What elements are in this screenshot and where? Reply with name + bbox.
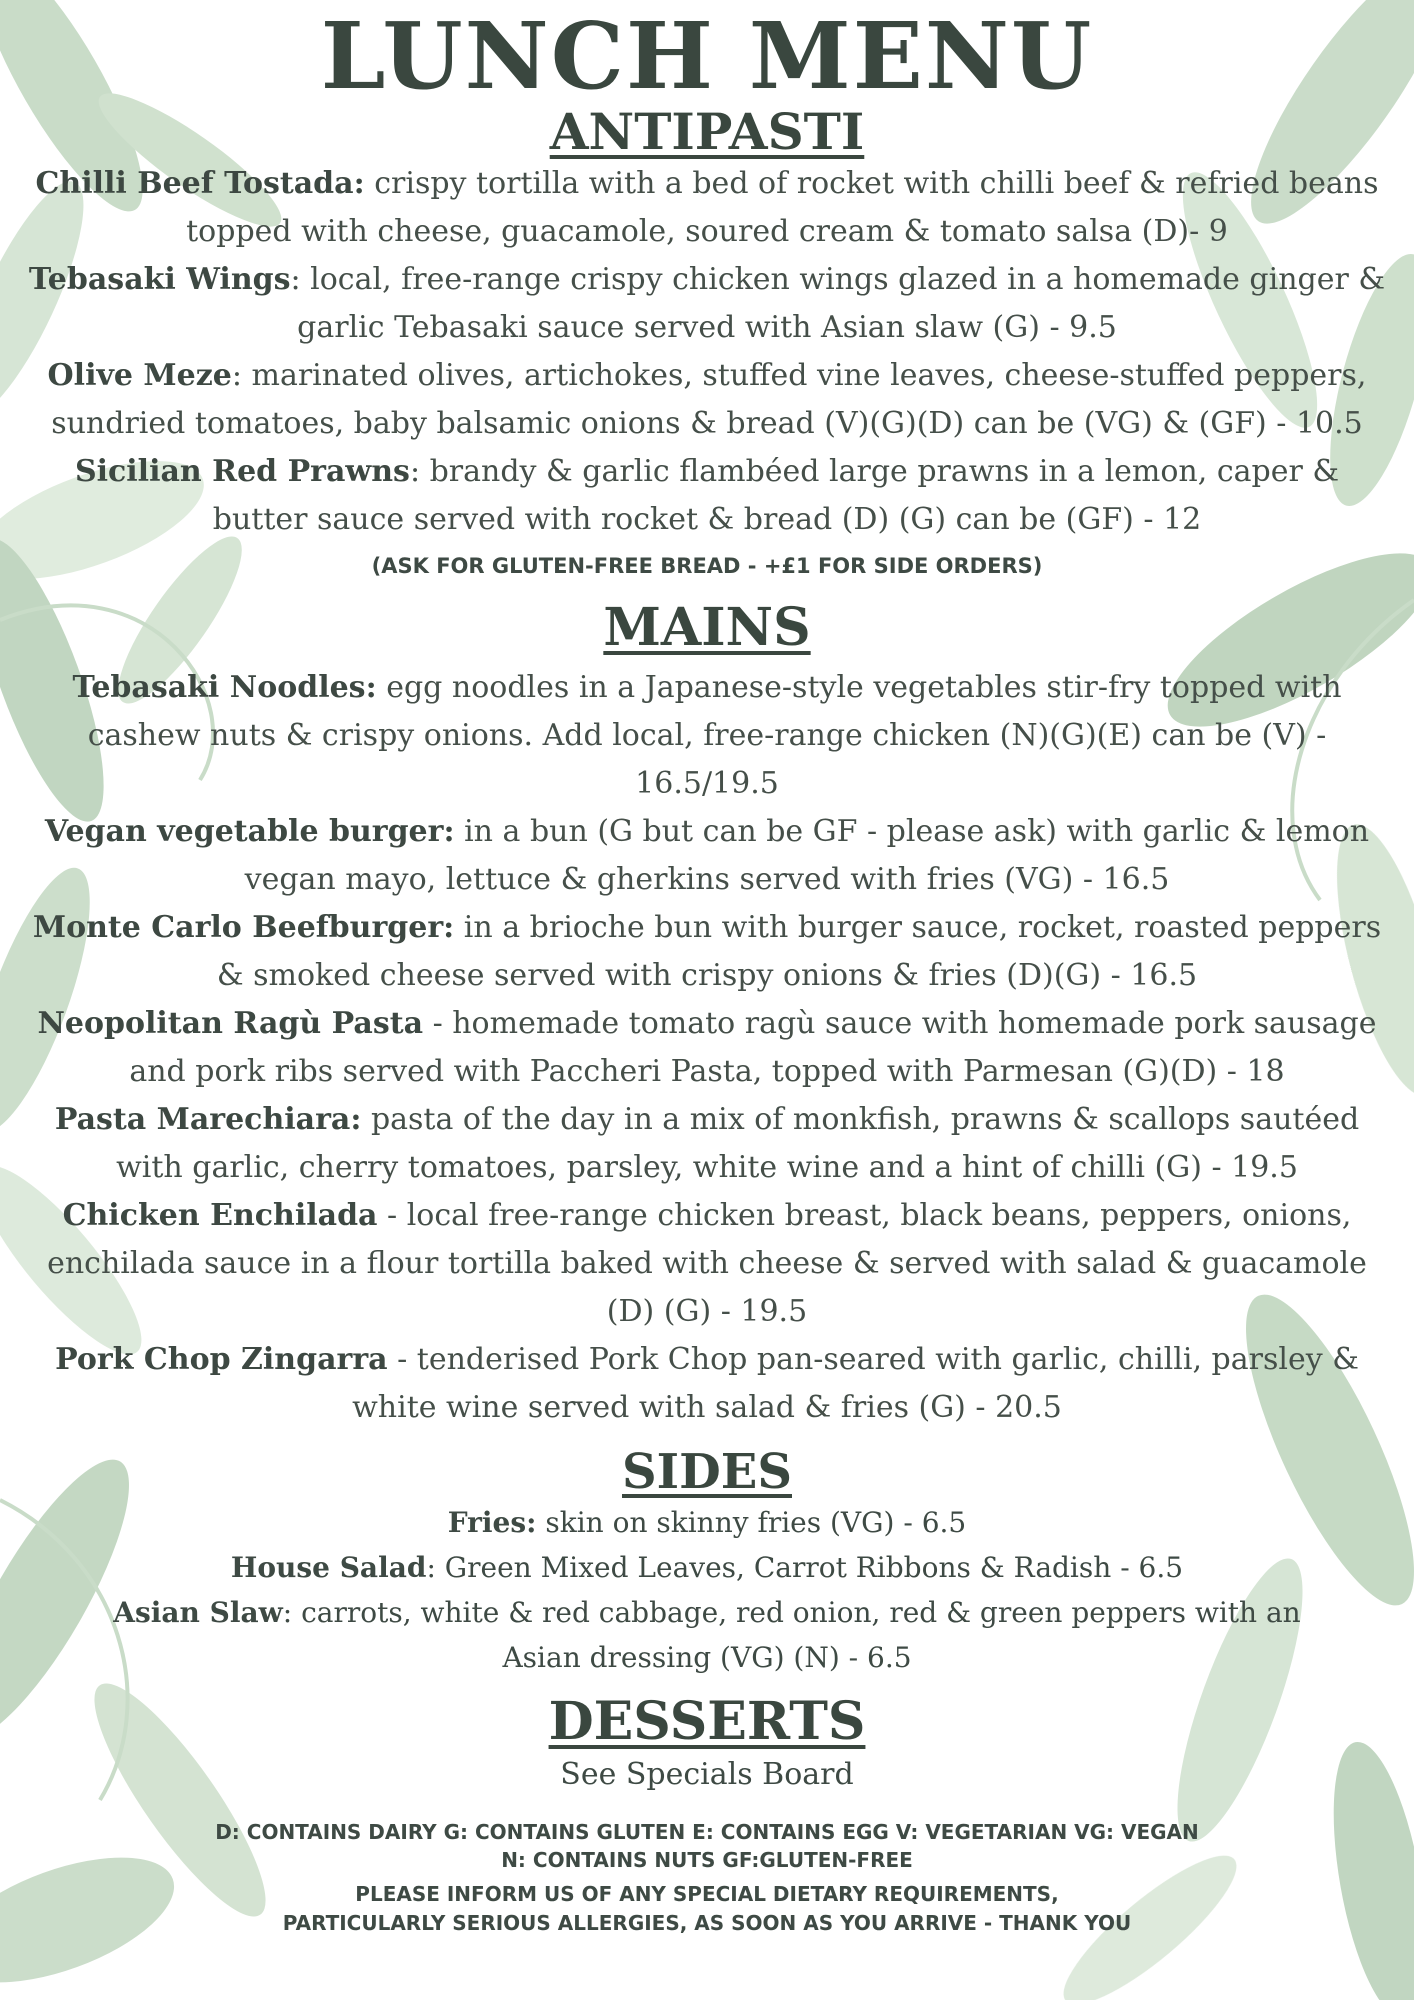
menu-item-name: Chicken Enchilada <box>62 1198 378 1233</box>
menu-item <box>0 664 1414 808</box>
menu-item-description: : local, free-range crispy chicken wings glazed in a homemade ginger & garlic Tebasaki sauce served with Asian slaw (G) - 9.5 <box>290 262 1386 345</box>
menu-item-description: skin on skinny fries (VG) - 6.5 <box>536 1506 967 1539</box>
allergen-legend <box>0 1818 1414 1874</box>
menu-item <box>0 904 1414 1000</box>
mains-list <box>0 664 1414 1432</box>
section-heading-mains: MAINS <box>603 597 811 658</box>
menu-item <box>0 1590 1414 1680</box>
menu-item-name: Tebasaki Noodles: <box>72 670 377 705</box>
dietary-notice-line: PLEASE INFORM US OF ANY SPECIAL DIETARY REQUIREMENTS, <box>355 1882 1059 1906</box>
menu-item <box>0 1192 1414 1336</box>
menu-item-description: : Green Mixed Leaves, Carrot Ribbons & Radish - 6.5 <box>426 1551 1184 1584</box>
menu-item <box>0 1096 1414 1192</box>
menu-item-name: Olive Meze <box>47 358 232 393</box>
allergen-legend-line: D: CONTAINS DAIRY G: CONTAINS GLUTEN E: CONTAINS EGG V: VEGETARIAN VG: VEGAN <box>215 1820 1199 1844</box>
menu-item-description: in a bun (G but can be GF - please ask) with garlic & lemon vegan mayo, lettuce & gherkins served with fries (VG) - 16.5 <box>244 814 1370 897</box>
dietary-notice <box>0 1880 1414 1938</box>
menu-item-description: - local free-range chicken breast, black beans, peppers, onions, enchilada sauce in a flour tortilla baked with cheese & served with salad & guacamole (D) (G) - 19.5 <box>47 1198 1367 1329</box>
menu-item <box>0 1545 1414 1590</box>
menu-item-name: House Salad <box>230 1551 427 1584</box>
menu-item-description: - tenderised Pork Chop pan-seared with garlic, chilli, parsley & white wine served with salad & fries (G) - 20.5 <box>352 1342 1359 1425</box>
menu-item-name: Tebasaki Wings <box>28 262 291 297</box>
menu-item-description: : carrots, white & red cabbage, red onion, red & green peppers with an Asian dressing (VG) (N) - 6.5 <box>282 1596 1301 1674</box>
desserts-text: See Specials Board <box>560 1757 854 1792</box>
menu-item <box>0 352 1414 448</box>
page-title: LUNCH MENU <box>320 2 1094 110</box>
menu-item-description: pasta of the day in a mix of monkfish, prawns & scallops sautéed with garlic, cherry tomatoes, parsley, white wine and a hint of chilli (G) - 19.5 <box>116 1102 1360 1185</box>
section-heading-sides: SIDES <box>622 1444 792 1500</box>
allergen-legend-line: N: CONTAINS NUTS GF:GLUTEN-FREE <box>501 1848 913 1872</box>
menu-item-name: Neopolitan Ragù Pasta <box>37 1006 424 1041</box>
menu-item <box>0 256 1414 352</box>
menu-item <box>0 1336 1414 1432</box>
menu-item-name: Fries: <box>447 1506 537 1539</box>
menu-item-name: Sicilian Red Prawns <box>74 454 410 489</box>
menu-item-name: Chilli Beef Tostada: <box>35 166 365 201</box>
menu-item-description: - homemade tomato ragù sauce with homemade pork sausage and pork ribs served with Paccheri Pasta, topped with Parmesan (G)(D) - 18 <box>129 1006 1377 1089</box>
dietary-notice-line: PARTICULARLY SERIOUS ALLERGIES, AS SOON AS YOU ARRIVE - THANK YOU <box>282 1911 1132 1935</box>
menu-item-name: Asian Slaw <box>113 1596 283 1629</box>
gluten-free-bread-note: (ASK FOR GLUTEN-FREE BREAD - +£1 FOR SIDE ORDERS) <box>371 554 1043 578</box>
menu-item <box>0 1500 1414 1545</box>
menu-item-name: Pasta Marechiara: <box>54 1102 362 1137</box>
sides-list <box>0 1500 1414 1680</box>
menu-item <box>0 808 1414 904</box>
menu-item <box>0 448 1414 544</box>
menu-item-description: : marinated olives, artichokes, stuffed vine leaves, cheese-stuffed peppers, sundried tomatoes, baby balsamic onions & bread (V)(G)(D) can be (VG) & (GF) - 10.5 <box>51 358 1367 441</box>
menu-item <box>0 1000 1414 1096</box>
menu-item-description: crispy tortilla with a bed of rocket with chilli beef & refried beans topped with cheese, guacamole, soured cream & tomato salsa (D)- 9 <box>186 166 1379 249</box>
menu-item-description: in a brioche bun with burger sauce, rocket, roasted peppers & smoked cheese served with crispy onions & fries (D)(G) - 16.5 <box>216 910 1382 993</box>
menu-item-description: : brandy & garlic flambéed large prawns in a lemon, caper & butter sauce served with rocket & bread (D) (G) can be (GF) - 12 <box>212 454 1340 537</box>
menu-item <box>0 160 1414 256</box>
section-heading-desserts: DESSERTS <box>548 1691 866 1752</box>
menu-item-name: Vegan vegetable burger: <box>44 814 455 849</box>
antipasti-list <box>0 160 1414 544</box>
menu-item-name: Pork Chop Zingarra <box>55 1342 388 1377</box>
menu-item-description: egg noodles in a Japanese-style vegetables stir-fry topped with cashew nuts & crispy onions. Add local, free-range chicken (N)(G)(E) can be (V) - 16.5/19.5 <box>87 670 1342 801</box>
section-heading-antipasti: ANTIPASTI <box>549 102 865 161</box>
menu-item-name: Monte Carlo Beefburger: <box>32 910 455 945</box>
